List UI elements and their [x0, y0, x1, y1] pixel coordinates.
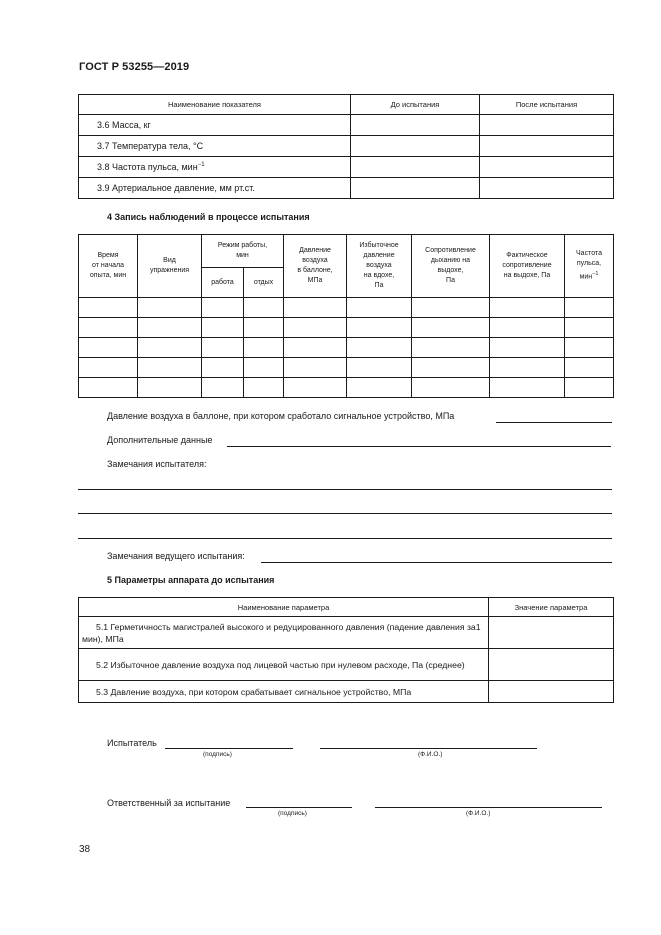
- header-line: опыта, мин: [89, 272, 127, 279]
- cell[interactable]: [490, 378, 565, 398]
- cell[interactable]: [490, 298, 565, 318]
- row-label: 3.6 Масса, кг: [79, 115, 351, 136]
- cell[interactable]: [284, 338, 347, 358]
- header-resistance: [412, 235, 490, 298]
- parameter-text: 5.2 Избыточное давление воздуха под лицевой частью при нулевом расходе, Па (среднее): [96, 659, 465, 670]
- table-row: [79, 358, 614, 378]
- parameter-name: [79, 681, 489, 703]
- parameter-value-cell[interactable]: [489, 681, 614, 703]
- cell[interactable]: [284, 318, 347, 338]
- section-4-title: 4 Запись наблюдений в процессе испытания: [107, 212, 310, 222]
- header-line: Па: [374, 282, 384, 289]
- header-line: Давление: [299, 247, 331, 254]
- parameter-value-cell[interactable]: [489, 617, 614, 649]
- header-rest: отдых: [244, 268, 284, 298]
- header-line: воздуха: [302, 257, 328, 264]
- before-cell[interactable]: [351, 157, 480, 178]
- cell[interactable]: [244, 358, 284, 378]
- header-line-text: мин: [579, 273, 593, 281]
- alarm-pressure-label: Давление воздуха в баллоне, при котором сработало сигнальное устройство, МПа: [107, 411, 455, 421]
- cell[interactable]: [347, 318, 412, 338]
- header-mode: [202, 235, 284, 268]
- signature-caption: (подпись): [203, 751, 232, 758]
- remarks-line[interactable]: [78, 538, 612, 539]
- header-line: Вид: [163, 257, 176, 264]
- section-5-title: 5 Параметры аппарата до испытания: [107, 575, 275, 585]
- header-line: от начала: [91, 262, 124, 269]
- before-cell[interactable]: [351, 178, 480, 199]
- header-exercise: [138, 235, 202, 298]
- cell[interactable]: [284, 298, 347, 318]
- cell[interactable]: [490, 338, 565, 358]
- column-header: Наименование параметра: [79, 598, 489, 617]
- header-pressure: [284, 235, 347, 298]
- superscript: −1: [592, 271, 599, 278]
- cell[interactable]: [412, 378, 490, 398]
- table-row: [79, 681, 614, 703]
- before-cell[interactable]: [351, 115, 480, 136]
- row-label: 3.9 Артериальное давление, мм рт.ст.: [79, 178, 351, 199]
- remarks-line[interactable]: [78, 513, 612, 514]
- header-line: Сопротивление: [425, 247, 476, 254]
- header-line: воздуха: [366, 262, 392, 269]
- page-number: 38: [79, 844, 91, 855]
- cell[interactable]: [244, 378, 284, 398]
- signature-caption: (подпись): [278, 810, 307, 817]
- superscript: −1: [197, 162, 205, 168]
- cell[interactable]: [565, 338, 614, 358]
- column-header: После испытания: [480, 95, 614, 115]
- cell[interactable]: [79, 298, 138, 318]
- header-line: давление: [363, 252, 395, 259]
- cell[interactable]: [79, 358, 138, 378]
- header-line: Частота: [576, 250, 602, 258]
- responsible-name-line[interactable]: [375, 807, 602, 808]
- cell[interactable]: [202, 358, 244, 378]
- tester-label: Испытатель: [107, 738, 157, 748]
- column-header: До испытания: [351, 95, 480, 115]
- document-code: ГОСТ Р 53255—2019: [79, 61, 190, 73]
- tester-name-line[interactable]: [320, 748, 537, 749]
- table-row: [79, 157, 614, 178]
- table-row: [79, 136, 614, 157]
- cell[interactable]: [244, 318, 284, 338]
- cell[interactable]: [347, 298, 412, 318]
- cell[interactable]: [79, 338, 138, 358]
- column-header: Значение параметра: [489, 598, 614, 617]
- cell[interactable]: [138, 298, 202, 318]
- cell[interactable]: [412, 338, 490, 358]
- header-line: на выдохе, Па: [503, 272, 551, 279]
- cell[interactable]: [412, 298, 490, 318]
- cell[interactable]: [79, 318, 138, 338]
- name-caption: (Ф.И.О.): [466, 810, 491, 817]
- header-actual-resistance: [490, 235, 565, 298]
- header-line: упражнения: [149, 267, 190, 274]
- remarks-line[interactable]: [78, 489, 612, 490]
- header-line: мин: [236, 252, 249, 259]
- row-label-text: 3.8 Частота пульса, мин: [97, 162, 198, 172]
- cell[interactable]: [347, 338, 412, 358]
- cell[interactable]: [244, 298, 284, 318]
- cell[interactable]: [284, 358, 347, 378]
- table-row: [79, 115, 614, 136]
- observations-table: [78, 234, 614, 398]
- row-label: 3.7 Температура тела, °С: [79, 136, 351, 157]
- after-cell[interactable]: [480, 115, 614, 136]
- header-line: на вдохе,: [363, 272, 395, 279]
- cell[interactable]: [202, 298, 244, 318]
- responsible-signature-line[interactable]: [246, 807, 352, 808]
- cell[interactable]: [79, 378, 138, 398]
- cell[interactable]: [138, 358, 202, 378]
- cell[interactable]: [284, 378, 347, 398]
- table-row: [79, 178, 614, 199]
- parameter-text: 5.1 Герметичность магистралей высокого и редуцированного давления (падение давления за1 мин), МПа: [82, 621, 481, 644]
- after-cell[interactable]: [480, 136, 614, 157]
- lead-remarks-line[interactable]: [261, 562, 612, 563]
- additional-data-line[interactable]: [227, 446, 611, 447]
- cell[interactable]: [138, 338, 202, 358]
- column-header: Наименование показателя: [79, 95, 351, 115]
- header-line: пульса,: [576, 260, 602, 268]
- header-line: в баллоне,: [297, 267, 333, 274]
- parameter-name: [79, 649, 489, 681]
- table-row: [79, 617, 614, 649]
- parameters-table: [78, 597, 614, 703]
- table-row: [79, 378, 614, 398]
- cell[interactable]: [490, 318, 565, 338]
- row-label: [79, 157, 351, 178]
- lead-remarks-label: Замечания ведущего испытания:: [107, 551, 245, 561]
- table-header-row: [79, 95, 614, 115]
- tester-signature-line[interactable]: [165, 748, 293, 749]
- cell[interactable]: [565, 318, 614, 338]
- cell[interactable]: [412, 318, 490, 338]
- table-header-row: [79, 598, 614, 617]
- header-work: работа: [202, 268, 244, 298]
- header-excess-pressure: [347, 235, 412, 298]
- header-line: выдохе,: [437, 267, 464, 274]
- header-line: дыханию на: [430, 257, 471, 264]
- table-row: [79, 298, 614, 318]
- responsible-label: Ответственный за испытание: [107, 798, 231, 808]
- indicators-table: [78, 94, 614, 199]
- cell[interactable]: [202, 338, 244, 358]
- name-caption: (Ф.И.О.): [418, 751, 443, 758]
- header-line: Избыточное: [359, 242, 399, 249]
- cell[interactable]: [244, 338, 284, 358]
- cell[interactable]: [565, 298, 614, 318]
- cell[interactable]: [490, 358, 565, 378]
- table-row: [79, 318, 614, 338]
- header-line: МПа: [307, 277, 323, 284]
- header-time: [79, 235, 138, 298]
- cell[interactable]: [347, 378, 412, 398]
- parameter-text: 5.3 Давление воздуха, при котором срабатывает сигнальное устройство, МПа: [96, 686, 412, 697]
- table-row: [79, 338, 614, 358]
- table-row: [79, 649, 614, 681]
- header-line: [565, 269, 613, 282]
- cell[interactable]: [565, 358, 614, 378]
- cell[interactable]: [202, 378, 244, 398]
- after-cell[interactable]: [480, 178, 614, 199]
- after-cell[interactable]: [480, 157, 614, 178]
- header-line: Режим работы,: [217, 242, 268, 249]
- alarm-pressure-line[interactable]: [496, 422, 612, 423]
- cell[interactable]: [202, 318, 244, 338]
- parameter-value-cell[interactable]: [489, 649, 614, 681]
- cell[interactable]: [138, 318, 202, 338]
- cell[interactable]: [565, 378, 614, 398]
- before-cell[interactable]: [351, 136, 480, 157]
- cell[interactable]: [138, 378, 202, 398]
- additional-data-label: Дополнительные данные: [107, 435, 213, 445]
- table-header-row: [79, 235, 614, 268]
- header-line: Па: [446, 277, 455, 284]
- header-line: Время: [97, 252, 119, 259]
- header-line: Фактическое: [506, 252, 548, 259]
- cell[interactable]: [412, 358, 490, 378]
- header-pulse: [565, 235, 614, 298]
- header-line: сопротивление: [502, 262, 552, 269]
- cell[interactable]: [347, 358, 412, 378]
- tester-remarks-label: Замечания испытателя:: [107, 459, 207, 469]
- parameter-name: [79, 617, 489, 649]
